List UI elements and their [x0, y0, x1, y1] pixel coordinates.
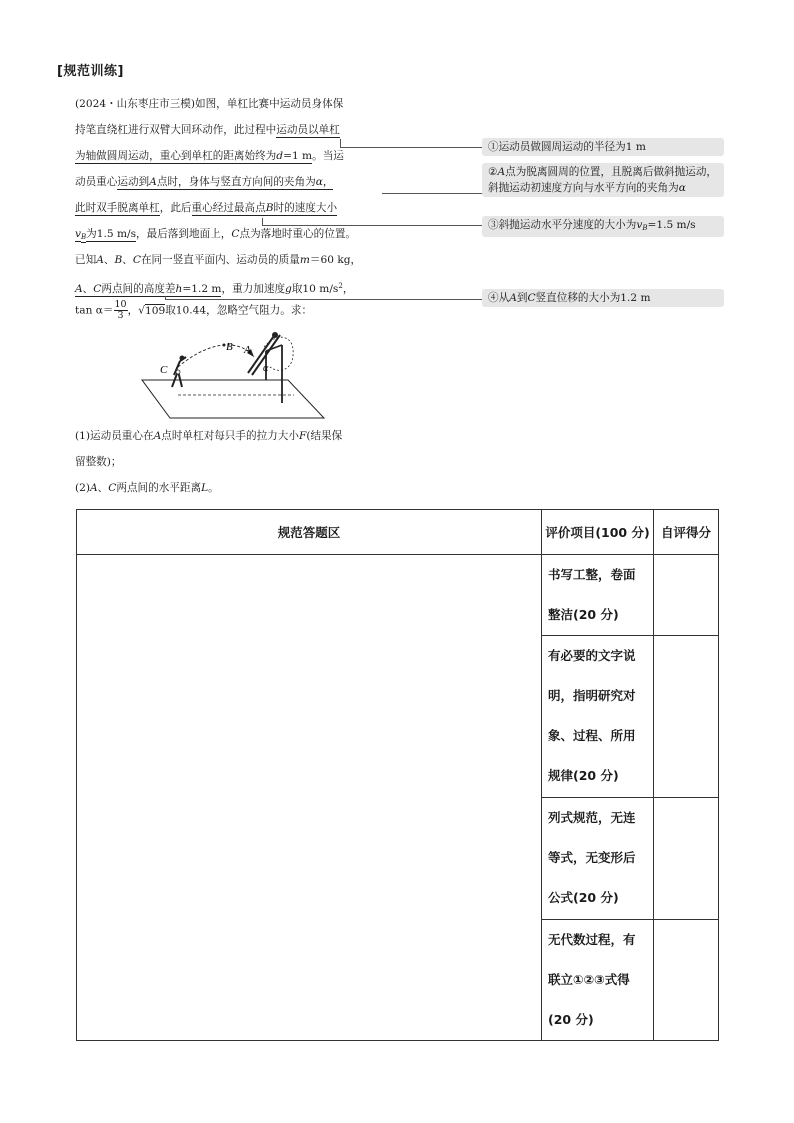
- text-run: 取10 m/s: [291, 283, 339, 295]
- text-run: 两点间的水平距离: [116, 482, 202, 494]
- self-score-cell[interactable]: [654, 798, 719, 919]
- text-run: C: [93, 283, 102, 295]
- text-run: 动员重心: [75, 176, 118, 188]
- text-run: v: [75, 228, 81, 240]
- ground-plane: [142, 380, 324, 418]
- answer-table: [76, 509, 719, 1041]
- text-run: C: [527, 292, 536, 304]
- text-run: A: [497, 166, 506, 178]
- sqrt-argument: 109: [144, 304, 166, 317]
- criterion-line: (20 分): [548, 1011, 594, 1027]
- text-run: F: [298, 430, 307, 442]
- criterion-cell: [542, 636, 654, 798]
- criterion-cell: [542, 919, 654, 1041]
- gymnast-figure: [130, 325, 340, 425]
- self-score-cell[interactable]: [654, 555, 719, 636]
- text-run: ＝60 kg，: [309, 254, 362, 266]
- side-note: [482, 289, 724, 307]
- text-run: 留整数)；: [75, 456, 122, 468]
- text-run: 为轴做圆周运动，重心到单杠的距离始终为: [75, 150, 277, 162]
- connector-line: [262, 225, 482, 226]
- problem-line: [75, 175, 333, 189]
- text-run: 。当运: [312, 150, 344, 162]
- label-a: A: [244, 344, 251, 356]
- text-run: 重心经过最高点: [191, 202, 266, 214]
- text-run: 点时，身体与竖直方向间的夹角为: [156, 176, 316, 188]
- text-run: A: [153, 430, 162, 442]
- text-run: 时的速度大小: [273, 202, 338, 214]
- point-c: [176, 370, 180, 374]
- gymnast-head: [272, 332, 278, 338]
- text-run: A: [75, 283, 83, 295]
- text-run: 到: [516, 292, 528, 304]
- text-run: =1.2 m: [182, 283, 222, 295]
- label-b: B: [226, 341, 233, 353]
- criterion-line: 无代数过程，有: [548, 931, 636, 947]
- text-run: 、: [97, 482, 109, 494]
- text-run: B: [114, 254, 123, 266]
- connector-line: [340, 139, 341, 147]
- answer-area[interactable]: [77, 555, 542, 1041]
- text-run: v: [636, 219, 643, 231]
- criterion-line: 公式(20 分): [548, 890, 619, 906]
- text-run: ③斜抛运动水平分速度的大小为: [488, 219, 637, 231]
- text-run: 已知: [75, 254, 97, 266]
- text-run: ②: [488, 166, 498, 178]
- text-run: 2: [338, 282, 343, 290]
- text-run: α: [678, 182, 686, 194]
- criterion-line: 象、过程、所用: [548, 728, 636, 744]
- text-run: 运动到: [117, 176, 150, 188]
- problem-line: [75, 201, 337, 215]
- text-run: 点为脱离圆周的位置，且脱离后做斜抛运动，斜抛运动初速度方向与水平方向的夹角为: [488, 166, 718, 194]
- criterion-line: 有必要的文字说: [548, 648, 636, 664]
- text-run: L: [201, 482, 209, 494]
- text-run: (2): [75, 482, 91, 494]
- text-run: 持笔直绕杠进行双臂大回环动作，此过程中: [75, 124, 277, 136]
- criterion-line: 等式，无变形后: [548, 850, 636, 866]
- text-run: 、: [82, 283, 94, 295]
- text-run: (结果保: [306, 430, 343, 442]
- text-run: =1 m: [283, 150, 313, 162]
- question-line: [75, 455, 122, 469]
- side-note: [482, 163, 724, 197]
- self-score-header: 自评得分: [654, 510, 719, 555]
- problem-line-tan: [75, 300, 312, 321]
- text-run: (2024・山东枣庄市三模)如图，单杠比赛中运动员身体保: [75, 98, 344, 110]
- text-run: g: [285, 283, 292, 295]
- text-run: d: [276, 150, 284, 162]
- text-run: 运动员以单杠: [276, 124, 340, 136]
- text-run: h: [175, 283, 183, 295]
- text-run: B: [265, 202, 274, 214]
- table-header-row: [77, 510, 719, 555]
- text-run: C: [132, 254, 141, 266]
- text-run: ，: [322, 176, 334, 188]
- fraction-numerator: 10: [114, 299, 127, 310]
- section-title: [规范训练]: [57, 64, 124, 79]
- text-run: 点为落地时重心的位置。: [239, 228, 357, 240]
- text-run: 为1.5 m/s: [86, 228, 137, 240]
- text-run: =1.5 m/s: [647, 219, 696, 231]
- text-run: 。: [208, 482, 219, 494]
- text-run: 点时单杠对每只手的拉力大小: [161, 430, 299, 442]
- criterion-line: 明，指明研究对: [548, 688, 636, 704]
- connector-line: [382, 193, 482, 194]
- text-run: 此时双手脱离单杠: [75, 202, 160, 214]
- problem-line: [75, 279, 353, 296]
- side-note: [482, 138, 724, 156]
- text-run: ，: [342, 283, 354, 295]
- question-line: [75, 429, 342, 443]
- text-run: A: [149, 176, 157, 188]
- text-run: 、: [122, 254, 133, 266]
- text-run: 两点间的高度差: [101, 283, 176, 295]
- connector-line: [165, 299, 482, 300]
- criterion-line: 整洁(20 分): [548, 607, 619, 623]
- sqrt-sign: ，√: [127, 304, 145, 317]
- text-run: (1)运动员重心在: [75, 430, 154, 442]
- text-run: m: [299, 254, 310, 266]
- criterion-cell: [542, 555, 654, 636]
- problem-line: [75, 149, 344, 163]
- text-run: A: [96, 254, 104, 266]
- criteria-header: 评价项目(100 分): [542, 510, 654, 555]
- label-c: C: [160, 364, 168, 376]
- criterion-line: 列式规范，无连: [548, 810, 636, 826]
- answer-area-header: 规范答题区: [77, 510, 542, 555]
- problem-line: [75, 123, 340, 137]
- self-score-cell[interactable]: [654, 636, 719, 798]
- tan-prefix: tan α＝: [75, 304, 114, 317]
- text-run: ，此后: [159, 202, 192, 214]
- table-row: [77, 555, 719, 636]
- text-run: α: [315, 176, 323, 188]
- connector-line: [340, 147, 482, 148]
- problem-line: [75, 253, 361, 267]
- fraction-denominator: 3: [117, 310, 124, 321]
- text-run: B: [642, 224, 648, 232]
- text-run: B: [81, 233, 87, 241]
- question-line: [75, 481, 219, 495]
- text-run: ，最后落到地面上，: [136, 228, 232, 240]
- criterion-line: 书写工整，卷面: [548, 567, 636, 583]
- text-run: 竖直位移的大小为1.2 m: [535, 292, 651, 304]
- text-run: ④从: [488, 292, 510, 304]
- tan-suffix: 取10.44，忽略空气阻力。求：: [165, 304, 313, 317]
- criterion-line: 联立①②③式得: [548, 971, 630, 987]
- gymnast-c-head: [180, 356, 185, 361]
- text-run: A: [509, 292, 517, 304]
- problem-line: [75, 227, 356, 244]
- trajectory-path: [178, 345, 254, 367]
- fraction: [114, 300, 128, 321]
- text-run: 、: [103, 254, 115, 266]
- text-run: ①运动员做圆周运动的半径为1 m: [488, 141, 646, 153]
- side-note: [482, 216, 724, 237]
- text-run: C: [108, 482, 117, 494]
- text-run: 在同一竖直平面内、运动员的质量: [140, 254, 300, 266]
- label-alpha: α: [263, 363, 269, 374]
- text-run: C: [231, 228, 240, 240]
- criterion-line: 规律(20 分): [548, 768, 619, 784]
- text-run: A: [90, 482, 98, 494]
- problem-line: [75, 97, 343, 111]
- text-run: ，重力加速度: [221, 283, 286, 295]
- self-score-cell[interactable]: [654, 919, 719, 1041]
- criterion-cell: [542, 798, 654, 919]
